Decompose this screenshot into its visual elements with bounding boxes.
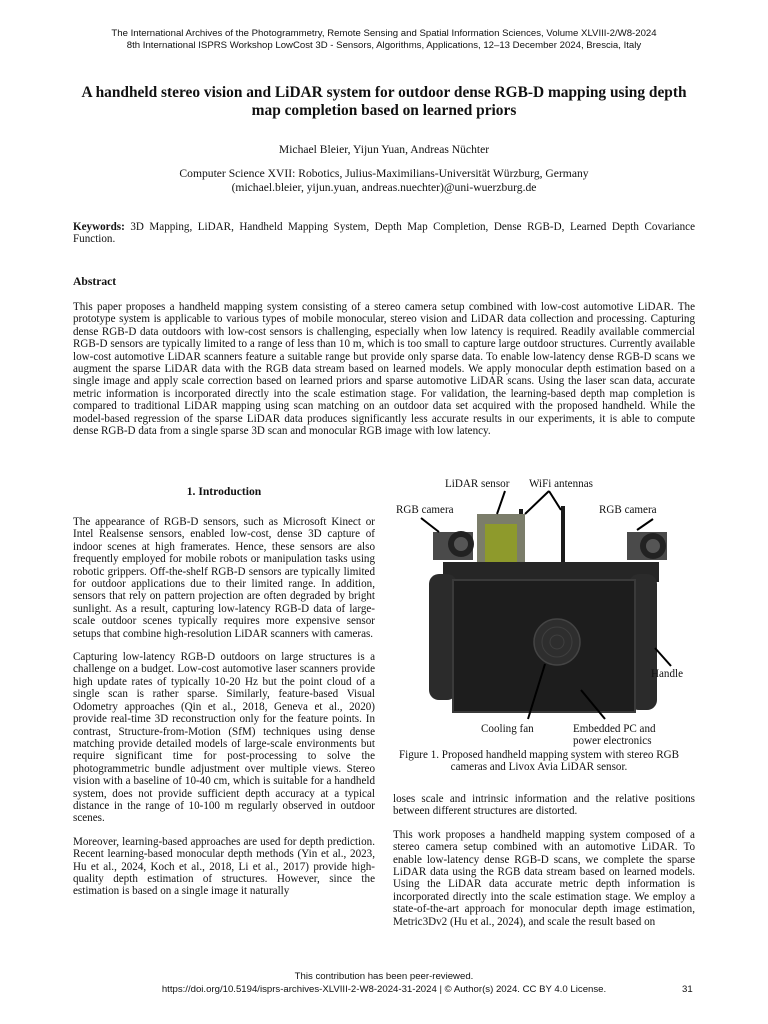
intro-paragraph-5: This work proposes a handheld mapping system composed of a stereo camera setup combined with an automotive LiDAR. To enable low-latency dense RGB-D scans, we complete the sparse LiDAR data using the RGB data stream based on learned models. Using the LiDAR data accurate metric depth information is incorporated directly into the scale estimation stage. We employ a state-of-the-art approach for monocular depth image estimation, Metric3Dv2 (Hu et al., 2024), and scale the result based on bbox=[393, 828, 695, 928]
author-emails: (michael.bleier, yijun.yuan, andreas.nuechter)@uni-wuerzburg.de bbox=[231, 181, 537, 194]
keywords-label: Keywords: bbox=[73, 221, 125, 233]
intro-paragraph-1: The appearance of RGB-D sensors, such as Microsoft Kinect or Intel Realsense sensors, enabled low-cost, dense 3D capture of indoor scenes at high framerates. Hence, these sensors are also frequently employed for mobile robots or manipulation tasks using robotic grippers. Off-the-shelf RGB-D sensors are typically limited for outdoor applications due to their limited range. In addition, sensors that rely on pattern projection are often degraded by bright sunlight. As a result, capturing low-latency RGB-D data of large-scale outdoor scenes typically requires more expensive sensor setups that combine high-resolution LiDAR scanners with cameras. bbox=[73, 516, 375, 640]
figure-1 bbox=[393, 476, 685, 759]
label-embedded-pc: Embedded PC and power electronics bbox=[573, 723, 656, 748]
label-rgb-camera-left: RGB camera bbox=[396, 504, 454, 516]
keywords-text: 3D Mapping, LiDAR, Handheld Mapping System, Depth Map Completion, Dense RGB-D, Learned Depth Covariance Function. bbox=[73, 221, 695, 246]
label-wifi-antennas: WiFi antennas bbox=[529, 478, 593, 490]
abstract-text: This paper proposes a handheld mapping system consisting of a stereo camera setup combined with low-cost automotive LiDAR. The prototype system is applicable to various types of mobile monocular, stereo vision and LiDAR data collection and processing. Capturing dense RGB-D data outdoors with low-cost sensors is challenging, especially when low latency is required. Readily available commercial RGB-D sensors are typically limited to a range of less than 10 m, which is too small to capture large outdoor structures. Currently available low-cost automotive LiDAR scanners feature a suitable range but provide only sparse data. To enable low-latency dense RGB-D scans we augment the sparse LiDAR data with the RGB data stream based on learned models. We apply monocular depth estimation based on a single image and apply scale correction based on learned priors and sparse automotive LiDAR scans. Using the laser scan data, accurate metric information is incorporated directly into the scale estimation stage. For validation, the learning-based depth map completion is compared to traditional LiDAR mapping using scan matching on an outdoor data set acquired with the proposed handheld. While the model-based regression of the sparse LiDAR data produces significantly less accurate results in our experiments, it is able to compute dense RGB-D data from a single sparse 3D scan and monocular RGB image with low latency. bbox=[73, 301, 695, 438]
affiliation: Computer Science XVII: Robotics, Julius-Maximilians-Universität Würzburg, Germany bbox=[179, 167, 589, 180]
label-handle: Handle bbox=[651, 668, 684, 680]
footer-doi-license bbox=[0, 984, 768, 996]
abstract-heading: Abstract bbox=[73, 275, 117, 288]
paper-title: A handheld stereo vision and LiDAR system for outdoor dense RGB-D mapping using depth map completion based on learned priors bbox=[81, 84, 687, 119]
section-heading-introduction: 1. Introduction bbox=[186, 485, 262, 498]
intro-paragraph-2: Capturing low-latency RGB-D outdoors on large structures is a challenge on a budget. Low-cost automotive laser scanners provide high update rates of typically 10-20 Hz but the point cloud of a single scan is rather sparse. Similarly, feature-based Visual Odometry approaches (Qin et al., 2018, Geneva et al., 2020) provide real-time 3D reconstruction only for the feature points. In contrast, Structure-from-Motion (SfM) techniques using dense matching provide detailed models of large-scale environments but require significant time for post-processing to solve the photogrammetric bundle adjustment over multiple views. Stereo vision with a baseline of 10-40 cm, which is suitable for a handheld system, does not provide sufficient depth accuracy at a typical distance in the range of 10-100 m regularly observed in outdoor scenes. bbox=[73, 651, 375, 825]
label-cooling-fan: Cooling fan bbox=[481, 723, 534, 735]
running-header-line-2: 8th International ISPRS Workshop LowCost 3D - Sensors, Algorithms, Applications, 12–13 December 2024, Brescia, Italy bbox=[126, 40, 642, 51]
footer-peer-reviewed: This contribution has been peer-reviewed. bbox=[294, 971, 474, 982]
footer-doi-link[interactable]: https://doi.org/10.5194/isprs-archives-XLVIII-2-W8-2024-31-2024 | © Author(s) 2024. CC BY 4.0 License. bbox=[161, 984, 607, 995]
intro-paragraph-3: Moreover, learning-based approaches are used for depth prediction. Recent learning-based monocular depth methods (Yin et al., 2023, Hu et al., 2024, Koch et al., 2018, Li et al., 2017) provide high-quality depth estimation of structures. However, since the estimation is based on a single image it naturally bbox=[73, 835, 375, 898]
running-header-line-1: The International Archives of the Photogrammetry, Remote Sensing and Spatial Information Sciences, Volume XLVIII-2/W8-2024 bbox=[111, 28, 657, 39]
figure-1-caption: Figure 1. Proposed handheld mapping system with stereo RGB cameras and Livox Avia LiDAR sensor. bbox=[398, 749, 680, 774]
right-column bbox=[393, 793, 695, 939]
handheld-system-photo bbox=[393, 476, 685, 759]
label-rgb-camera-right: RGB camera bbox=[599, 504, 657, 516]
authors: Michael Bleier, Yijun Yuan, Andreas Nüchter bbox=[278, 143, 490, 156]
intro-paragraph-4: loses scale and intrinsic information and the relative positions between different structures are distorted. bbox=[393, 793, 695, 818]
page-number: 31 bbox=[682, 984, 693, 995]
left-column bbox=[73, 516, 375, 909]
keywords bbox=[73, 221, 695, 246]
label-lidar-sensor: LiDAR sensor bbox=[445, 478, 510, 490]
